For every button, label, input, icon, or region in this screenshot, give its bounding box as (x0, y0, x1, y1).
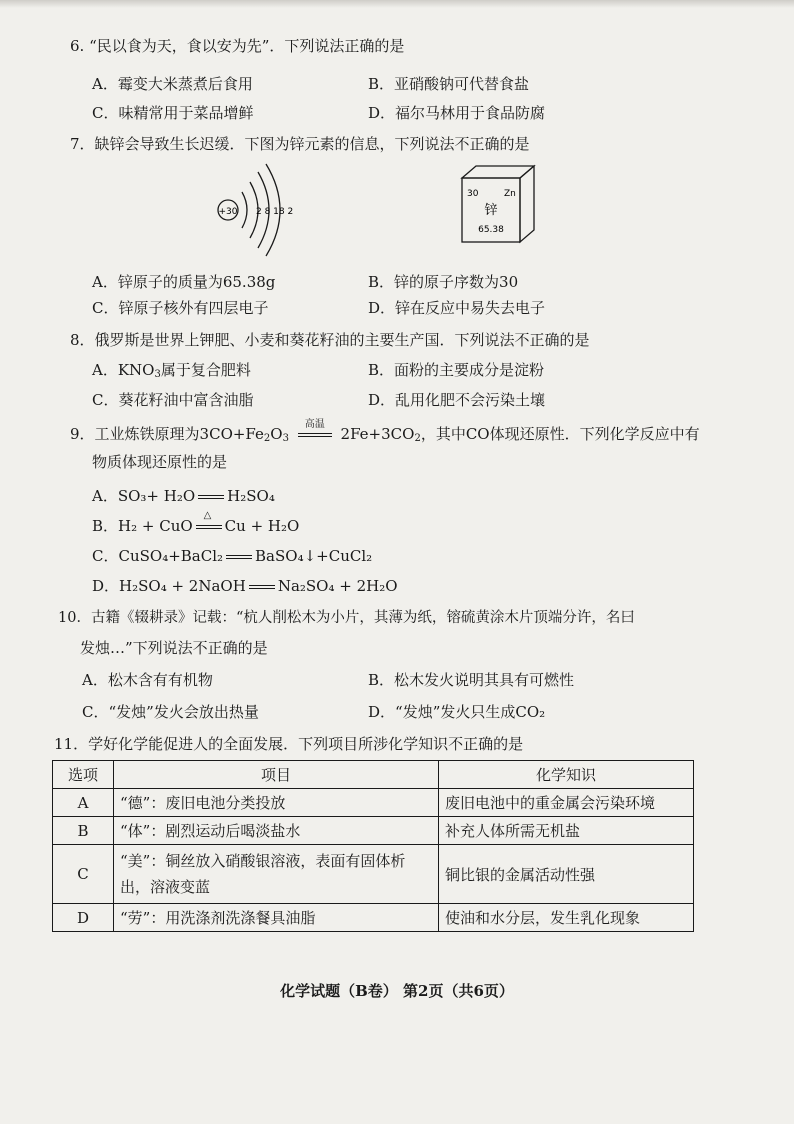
q9-option-d: D．H₂SO₄ + 2NaOH Na₂SO₄ + 2H₂O (92, 577, 398, 595)
row-label: C (53, 845, 114, 904)
row-label: B (53, 817, 114, 845)
high-temperature-condition: 高温 (296, 424, 334, 444)
header-chem-knowledge: 化学知识 (439, 761, 694, 789)
q6-option-b: B．亚硝酸钠可代替食盐 (368, 75, 530, 93)
q7-option-d: D．锌在反应中易失去电子 (368, 299, 546, 317)
table-row (53, 845, 694, 904)
q10-option-c: C．“发烛”发火会放出热量 (82, 703, 259, 721)
page-footer: 化学试题（B卷） 第2页（共6页） (280, 982, 514, 1000)
element-atomic-number: 30 (467, 189, 479, 199)
q10-option-a: A．松木含有有机物 (82, 671, 213, 689)
q8-option-c: C．葵花籽油中富含油脂 (92, 391, 254, 409)
element-symbol: Zn (504, 189, 516, 199)
q10-option-b: B．松木发火说明其具有可燃性 (368, 671, 575, 689)
row-label: D (53, 904, 114, 932)
row-project: “体”：剧烈运动后喝淡盐水 (114, 817, 439, 845)
q7-option-c: C．锌原子核外有四层电子 (92, 299, 269, 317)
q6-stem: 6. “民以食为天，食以安为先”．下列说法正确的是 (70, 37, 405, 55)
nucleus-charge: +30 (218, 207, 238, 217)
shell-arc-1 (242, 192, 247, 228)
table-row (53, 817, 694, 845)
q8-option-b: B．面粉的主要成分是淀粉 (368, 361, 545, 379)
q9-option-c: C．CuSO₄+BaCl₂ BaSO₄↓+CuCl₂ (92, 547, 373, 565)
row-knowledge: 铜比银的金属活动性强 (439, 845, 694, 904)
page-edge-shadow (0, 0, 794, 8)
q9-option-a: A．SO₃+ H₂O H₂SO₄ (92, 487, 275, 505)
table-row (53, 789, 694, 817)
q7-option-b: B．锌的原子序数为30 (368, 273, 519, 291)
row-knowledge: 补充人体所需无机盐 (439, 817, 694, 845)
q10-stem-line2: 发烛…”下列说法不正确的是 (80, 639, 268, 657)
q6-option-c: C．味精常用于菜品增鲜 (92, 104, 254, 122)
row-knowledge: 废旧电池中的重金属会污染环境 (439, 789, 694, 817)
zinc-element-cell (448, 162, 538, 252)
electron-shell-counts: 2 8 18 2 (256, 207, 294, 217)
q9-stem-line2: 物质体现还原性的是 (92, 453, 228, 471)
element-name: 锌 (484, 203, 498, 218)
q8-stem: 8．俄罗斯是世界上钾肥、小麦和葵花籽油的主要生产国．下列说法不正确的是 (70, 331, 590, 349)
q9-option-b: B．H₂ + CuO △ Cu + H₂O (92, 510, 300, 535)
zinc-atom-structure-diagram (212, 160, 312, 260)
row-project: “美”：铜丝放入硝酸银溶液，表面有固体析出，溶液变蓝 (114, 845, 439, 904)
row-knowledge: 使油和水分层，发生乳化现象 (439, 904, 694, 932)
q6-option-a: A．霉变大米蒸煮后食用 (92, 75, 253, 93)
q11-stem: 11．学好化学能促进人的全面发展．下列项目所涉化学知识不正确的是 (54, 735, 524, 753)
header-project: 项目 (114, 761, 439, 789)
q8-option-d: D．乱用化肥不会污染土壤 (368, 391, 546, 409)
header-option: 选项 (53, 761, 114, 789)
q6-option-d: D．福尔马林用于食品防腐 (368, 104, 546, 122)
q10-option-d: D．“发烛”发火只生成CO₂ (368, 703, 546, 721)
row-project: “劳”：用洗涤剂洗涤餐具油脂 (114, 904, 439, 932)
table-row (53, 904, 694, 932)
element-atomic-mass: 65.38 (478, 225, 504, 235)
q11-table (52, 760, 694, 932)
q9-stem: 9．工业炼铁原理为$3CO+Fe_2O_3$ 高温 $2Fe+3CO_2$，其中CO体现还原性．下列化学反应中有 (70, 419, 700, 444)
row-project: “德”：废旧电池分类投放 (114, 789, 439, 817)
q7-option-a: A．锌原子的质量为65.38g (92, 273, 276, 291)
q10-stem: 10．古籍《辍耕录》记载：“杭人削松木为小片，其薄为纸，镕硫黄涂木片顶端分许，名曰 (58, 610, 635, 626)
q8-option-a: A．$KNO_3$属于复合肥料 (92, 361, 251, 380)
q7-stem: 7．缺锌会导致生长迟缓．下图为锌元素的信息，下列说法不正确的是 (70, 135, 530, 153)
row-label: A (53, 789, 114, 817)
q11-table-header (53, 761, 694, 789)
